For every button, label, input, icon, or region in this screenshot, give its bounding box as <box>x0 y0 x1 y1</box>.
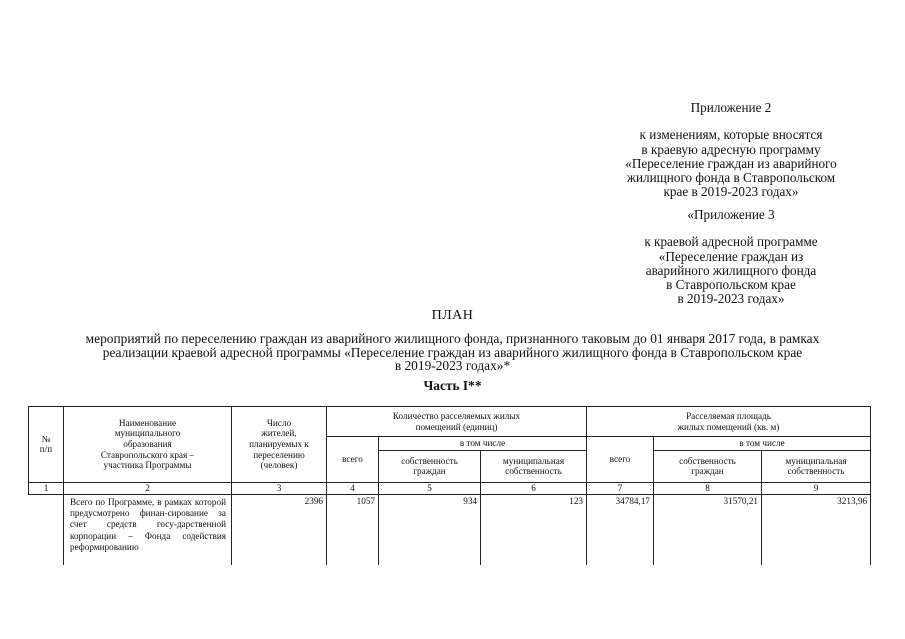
resettlement-plan-table <box>28 406 871 565</box>
total-units-citizens: 934 <box>379 494 481 565</box>
total-units: 1057 <box>327 494 379 565</box>
total-area-municipal: 3213,96 <box>762 494 871 565</box>
appendix-3-title: «Приложение 3 <box>687 207 775 222</box>
header-area-municipal: муниципальная собственность <box>762 450 871 482</box>
header-num: № п/п <box>29 407 64 483</box>
column-number: 2 <box>64 482 232 494</box>
appendix-2-text: к изменениям, которые вносятся в краевую адресную программу «Переселение граждан из аварийного жилищного фонда в Ставропольском крае в 2019-2023 годах» <box>625 127 837 200</box>
column-number: 9 <box>762 482 871 494</box>
header-area-citizens: собственность граждан <box>654 450 762 482</box>
total-area: 34784,17 <box>587 494 654 565</box>
plan-title: ПЛАН <box>431 308 474 323</box>
total-row-name: Всего по Программе, в рамках которой предусмотрено финан-сирование за счет средств госу-дарственной корпорации – Фонда содействия реформированию <box>64 494 232 565</box>
total-residents: 2396 <box>232 494 327 565</box>
header-units-including: в том числе <box>379 437 587 451</box>
row-num-cell <box>29 494 64 565</box>
column-number: 1 <box>29 482 64 494</box>
header-area-group: Расселяемая площадь жилых помещений (кв. м) <box>587 407 871 437</box>
header-units-citizens: собственность граждан <box>379 450 481 482</box>
column-number-row <box>29 482 871 494</box>
column-number: 5 <box>379 482 481 494</box>
appendix-2-title: Приложение 2 <box>690 100 772 115</box>
column-number: 8 <box>654 482 762 494</box>
appendix-3-text: к краевой адресной программе «Переселение граждан из аварийного жилищного фонда в Ставропольском крае в 2019-2023 годах» <box>644 234 818 307</box>
plan-subtitle: мероприятий по переселению граждан из аварийного жилищного фонда, признанного таковым до 01 января 2017 года, в рамках реализации краевой адресной программы «Переселение граждан из аварийного жилищного фонда в Ставропольском крае в 2019-2023 годах»* <box>85 331 820 374</box>
column-number: 7 <box>587 482 654 494</box>
header-area-total: всего <box>587 437 654 483</box>
appendix-2-block <box>596 101 866 200</box>
header-area-including: в том числе <box>654 437 871 451</box>
part-title: Часть I** <box>423 378 482 393</box>
column-number: 3 <box>232 482 327 494</box>
column-number: 6 <box>481 482 587 494</box>
header-units-group: Количество расселяемых жилых помещений (единиц) <box>327 407 587 437</box>
header-residents: Число жителей, планируемых к переселению (человек) <box>232 407 327 483</box>
header-municipality: Наименование муниципального образования Ставропольского края – участника Программы <box>64 407 232 483</box>
appendix-3-block <box>596 208 866 307</box>
header-units-total: всего <box>327 437 379 483</box>
table-row <box>29 494 871 565</box>
header-units-municipal: муниципальная собственность <box>481 450 587 482</box>
total-area-citizens: 31570,21 <box>654 494 762 565</box>
column-number: 4 <box>327 482 379 494</box>
total-units-municipal: 123 <box>481 494 587 565</box>
